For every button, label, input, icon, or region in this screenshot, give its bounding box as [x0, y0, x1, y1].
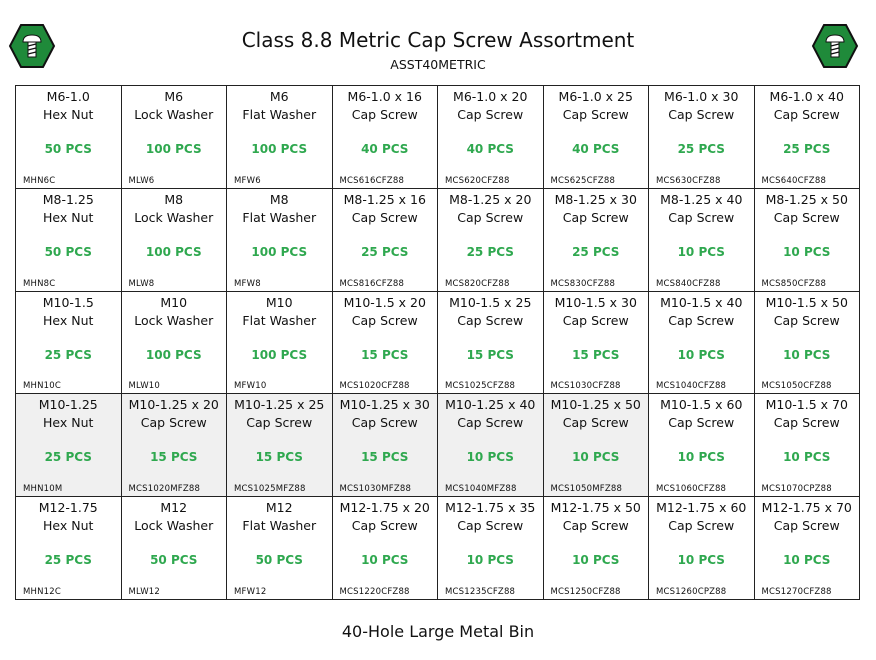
bin-part-number: MLW6 [128, 175, 155, 186]
bin-quantity: 10 PCS [361, 553, 409, 568]
bin-size: M12-1.75 [38, 500, 98, 516]
bin-cell [333, 497, 439, 600]
bin-part-number: MCS1060CFZ88 [656, 484, 727, 495]
bin-quantity: 40 PCS [572, 142, 620, 156]
bin-type: Flat Washer [242, 312, 317, 328]
bin-cell [122, 292, 228, 395]
bin-cell [122, 497, 228, 600]
bin-cell [122, 394, 228, 497]
bin-size: M10-1.5 [42, 294, 94, 310]
bin-cell [438, 86, 544, 189]
bin-type: Cap Screw [668, 107, 735, 122]
bin-cell [227, 86, 333, 189]
bin-size: M10-1.25 x 40 [445, 397, 536, 413]
bin-type: Cap Screw [562, 415, 629, 431]
bin-part-number: MLW10 [128, 381, 161, 392]
bin-part-number: MCS820CFZ88 [445, 278, 510, 289]
bin-type: Cap Screw [562, 107, 629, 122]
bin-type: Hex Nut [43, 209, 94, 225]
bin-part-number: MCS1025MFZ88 [234, 484, 306, 495]
bin-part-number: MCS620CFZ88 [445, 175, 510, 186]
bin-cell [333, 86, 439, 189]
bin-cell [649, 292, 755, 395]
bin-quantity: 10 PCS [466, 450, 514, 465]
bin-quantity: 50 PCS [44, 142, 92, 156]
bin-quantity: 10 PCS [677, 450, 725, 465]
bin-cell [333, 292, 439, 395]
bin-cell [438, 497, 544, 600]
bin-cell [544, 497, 650, 600]
bin-quantity: 10 PCS [783, 244, 831, 259]
bin-part-number: MCS1260CPZ88 [656, 587, 727, 597]
footer-text: 40-Hole Large Metal Bin [341, 622, 535, 641]
bin-size: M8-1.25 x 50 [765, 191, 848, 207]
bin-size: M8-1.25 x 40 [660, 191, 743, 207]
bin-cell [649, 394, 755, 497]
bin-part-number: MCS1040CFZ88 [656, 381, 727, 392]
bin-quantity: 15 PCS [361, 450, 409, 465]
bin-type: Cap Screw [457, 415, 524, 431]
bin-cell [438, 394, 544, 497]
bin-quantity: 10 PCS [677, 347, 725, 362]
bin-quantity: 40 PCS [466, 142, 514, 156]
bin-type: Cap Screw [457, 312, 524, 328]
bin-part-number: MCS1030MFZ88 [339, 484, 412, 495]
bin-quantity: 15 PCS [466, 347, 514, 362]
bin-part-number: MHN10C [23, 381, 62, 392]
bin-cell [333, 189, 439, 292]
bin-type: Lock Washer [134, 107, 214, 122]
bin-quantity: 100 PCS [145, 347, 202, 362]
bin-type: Cap Screw [668, 209, 735, 225]
bin-quantity: 25 PCS [572, 244, 620, 259]
bin-part-number: MFW6 [234, 175, 261, 186]
bin-part-number: MCS1050MFZ88 [550, 484, 623, 495]
bin-type: Cap Screw [668, 312, 735, 328]
bin-size: M6-1.0 [46, 89, 90, 104]
bin-quantity: 10 PCS [572, 450, 620, 465]
bin-type: Flat Washer [242, 518, 317, 534]
bin-cell [16, 86, 122, 189]
bin-cell [438, 189, 544, 292]
bin-cell [122, 189, 228, 292]
bin-quantity: 25 PCS [44, 347, 92, 362]
bin-type: Lock Washer [134, 209, 214, 225]
bin-cell [649, 497, 755, 600]
bin-size: M8-1.25 x 16 [343, 191, 426, 207]
bin-size: M10-1.25 x 25 [234, 397, 325, 413]
bin-type: Cap Screw [562, 209, 629, 225]
bin-type: Cap Screw [773, 415, 840, 431]
bin-quantity: 10 PCS [783, 347, 831, 362]
bin-size: M10-1.25 x 50 [550, 397, 641, 413]
bin-size: M10-1.5 x 20 [343, 294, 426, 310]
bin-cell [755, 394, 861, 497]
bin-size: M10 [265, 294, 293, 310]
bin-part-number: MCS1025CFZ88 [445, 381, 516, 392]
bin-quantity: 10 PCS [677, 244, 725, 259]
bin-cell [16, 189, 122, 292]
bin-quantity: 10 PCS [677, 553, 725, 568]
bin-quantity: 25 PCS [361, 244, 409, 259]
bin-size: M12-1.75 x 50 [550, 500, 641, 516]
bin-part-number: MCS625CFZ88 [550, 175, 616, 186]
bin-type: Hex Nut [43, 518, 94, 534]
bin-cell [544, 86, 650, 189]
bin-cell [227, 394, 333, 497]
bin-size: M12-1.75 x 70 [761, 500, 852, 516]
bin-part-number: MFW10 [234, 381, 267, 392]
bin-cell [227, 497, 333, 600]
bin-size: M12-1.75 x 35 [445, 500, 536, 516]
bin-part-number: MCS1020CFZ88 [339, 381, 410, 392]
bin-type: Cap Screw [457, 209, 524, 225]
bin-part-number: MCS616CFZ88 [339, 175, 405, 186]
bin-cell [16, 497, 122, 600]
bin-type: Hex Nut [43, 107, 94, 122]
bin-cell [649, 86, 755, 189]
bin-size: M6-1.0 x 25 [558, 89, 633, 104]
bin-quantity: 15 PCS [150, 450, 198, 465]
bin-quantity: 10 PCS [783, 450, 831, 465]
bin-type: Cap Screw [351, 312, 418, 328]
bin-part-number: MCS816CFZ88 [339, 278, 405, 289]
bin-part-number: MHN8C [23, 278, 56, 289]
bin-type: Cap Screw [668, 415, 735, 431]
bin-type: Hex Nut [43, 312, 94, 328]
bin-quantity: 15 PCS [572, 347, 620, 362]
bin-part-number: MCS1050CFZ88 [761, 381, 832, 392]
bin-type: Lock Washer [134, 312, 214, 328]
bin-part-number: MCS830CFZ88 [550, 278, 616, 289]
bin-size: M12-1.75 x 60 [656, 500, 747, 516]
page-title: Class 8.8 Metric Cap Screw Assortment [241, 28, 635, 52]
bin-part-number: MFW8 [234, 278, 261, 289]
bin-type: Cap Screw [457, 107, 524, 122]
bin-quantity: 10 PCS [466, 553, 514, 568]
bin-part-number: MCS1235CFZ88 [445, 587, 516, 597]
bin-part-number: MCS850CFZ88 [761, 278, 827, 289]
bin-part-number: MFW12 [234, 587, 267, 597]
bin-type: Flat Washer [242, 209, 317, 225]
assortment-grid [15, 85, 860, 600]
bin-quantity: 50 PCS [44, 244, 92, 259]
bin-size: M12 [265, 500, 293, 516]
bin-type: Cap Screw [562, 312, 629, 328]
bin-part-number: MCS840CFZ88 [656, 278, 721, 289]
bin-quantity: 100 PCS [251, 142, 308, 156]
bin-cell [544, 394, 650, 497]
bin-cell [649, 189, 755, 292]
bin-part-number: MCS1070CPZ88 [761, 484, 832, 495]
bin-size: M6-1.0 x 40 [769, 89, 844, 104]
bin-type: Cap Screw [351, 107, 418, 122]
bin-quantity: 100 PCS [251, 244, 308, 259]
bin-type: Cap Screw [562, 518, 629, 534]
bin-quantity: 50 PCS [255, 553, 303, 568]
bin-size: M10-1.25 [38, 397, 98, 413]
bin-cell [544, 292, 650, 395]
bin-cell [755, 86, 861, 189]
bin-type: Cap Screw [773, 209, 840, 225]
bin-quantity: 25 PCS [466, 244, 514, 259]
bin-type: Cap Screw [246, 415, 313, 431]
bin-size: M6 [164, 89, 184, 104]
bin-size: M6-1.0 x 16 [347, 89, 422, 104]
bin-quantity: 25 PCS [44, 553, 92, 568]
bin-quantity: 10 PCS [783, 553, 831, 568]
bin-size: M10-1.25 x 30 [339, 397, 430, 413]
bin-cell [755, 189, 861, 292]
bin-part-number: MCS1250CFZ88 [550, 587, 621, 597]
bin-type: Cap Screw [668, 518, 735, 534]
bin-type: Hex Nut [43, 415, 94, 431]
bin-quantity: 100 PCS [145, 244, 202, 259]
bin-size: M8 [164, 191, 184, 207]
bin-type: Lock Washer [134, 518, 214, 534]
bin-cell [755, 497, 861, 600]
bin-size: M6-1.0 x 20 [453, 89, 528, 104]
bin-part-number: MHN6C [23, 175, 56, 186]
bin-size: M10-1.5 x 50 [765, 294, 848, 310]
bin-part-number: MCS1220CFZ88 [339, 587, 410, 597]
bin-size: M10-1.5 x 25 [449, 294, 532, 310]
bin-cell [227, 292, 333, 395]
bin-part-number: MHN12C [23, 587, 62, 597]
bin-type: Cap Screw [351, 209, 418, 225]
bin-type: Cap Screw [773, 107, 840, 122]
bin-size: M8 [269, 191, 289, 207]
bin-part-number: MCS1040MFZ88 [445, 484, 517, 495]
bin-part-number: MCS1270CFZ88 [761, 587, 832, 597]
bin-part-number: MCS640CFZ88 [761, 175, 827, 186]
page-subtitle: ASST40METRIC [390, 57, 486, 72]
bin-cell [438, 292, 544, 395]
bin-size: M8-1.25 x 30 [554, 191, 637, 207]
bin-size: M6 [269, 89, 289, 104]
bin-quantity: 15 PCS [255, 450, 303, 465]
bin-cell [16, 394, 122, 497]
bin-quantity: 25 PCS [44, 450, 92, 465]
bin-size: M10-1.25 x 20 [128, 397, 219, 413]
bin-quantity: 40 PCS [361, 142, 409, 156]
bin-size: M10-1.5 x 60 [660, 397, 743, 413]
bin-part-number: MCS630CFZ88 [656, 175, 721, 186]
bin-cell [122, 86, 228, 189]
bin-cell [16, 292, 122, 395]
bin-type: Cap Screw [773, 518, 840, 534]
bin-quantity: 25 PCS [677, 142, 725, 156]
bin-quantity: 15 PCS [361, 347, 409, 362]
bin-size: M10-1.5 x 70 [765, 397, 848, 413]
bin-type: Cap Screw [773, 312, 840, 328]
bin-type: Cap Screw [140, 415, 207, 431]
bin-quantity: 10 PCS [572, 553, 620, 568]
bin-quantity: 100 PCS [145, 142, 202, 156]
bin-cell [544, 189, 650, 292]
bin-size: M6-1.0 x 30 [664, 89, 739, 104]
bin-size: M10-1.5 x 40 [660, 294, 743, 310]
bin-type: Cap Screw [351, 415, 418, 431]
bin-size: M8-1.25 [42, 191, 94, 207]
bin-cell [755, 292, 861, 395]
bin-size: M8-1.25 x 20 [449, 191, 532, 207]
bin-cell [333, 394, 439, 497]
bin-part-number: MCS1030CFZ88 [550, 381, 621, 392]
bin-size: M10-1.5 x 30 [554, 294, 637, 310]
bin-part-number: MCS1020MFZ88 [128, 484, 201, 495]
bin-type: Flat Washer [242, 107, 317, 122]
bin-cell [227, 189, 333, 292]
bin-size: M10 [160, 294, 188, 310]
bin-quantity: 100 PCS [251, 347, 308, 362]
bin-size: M12-1.75 x 20 [339, 500, 430, 516]
bin-part-number: MHN10M [23, 484, 63, 495]
bin-part-number: MLW8 [128, 278, 155, 289]
bin-quantity: 25 PCS [783, 142, 831, 156]
bin-part-number: MLW12 [128, 587, 161, 597]
bin-size: M12 [160, 500, 188, 516]
bin-quantity: 50 PCS [150, 553, 198, 568]
bin-type: Cap Screw [351, 518, 418, 534]
bin-type: Cap Screw [457, 518, 524, 534]
